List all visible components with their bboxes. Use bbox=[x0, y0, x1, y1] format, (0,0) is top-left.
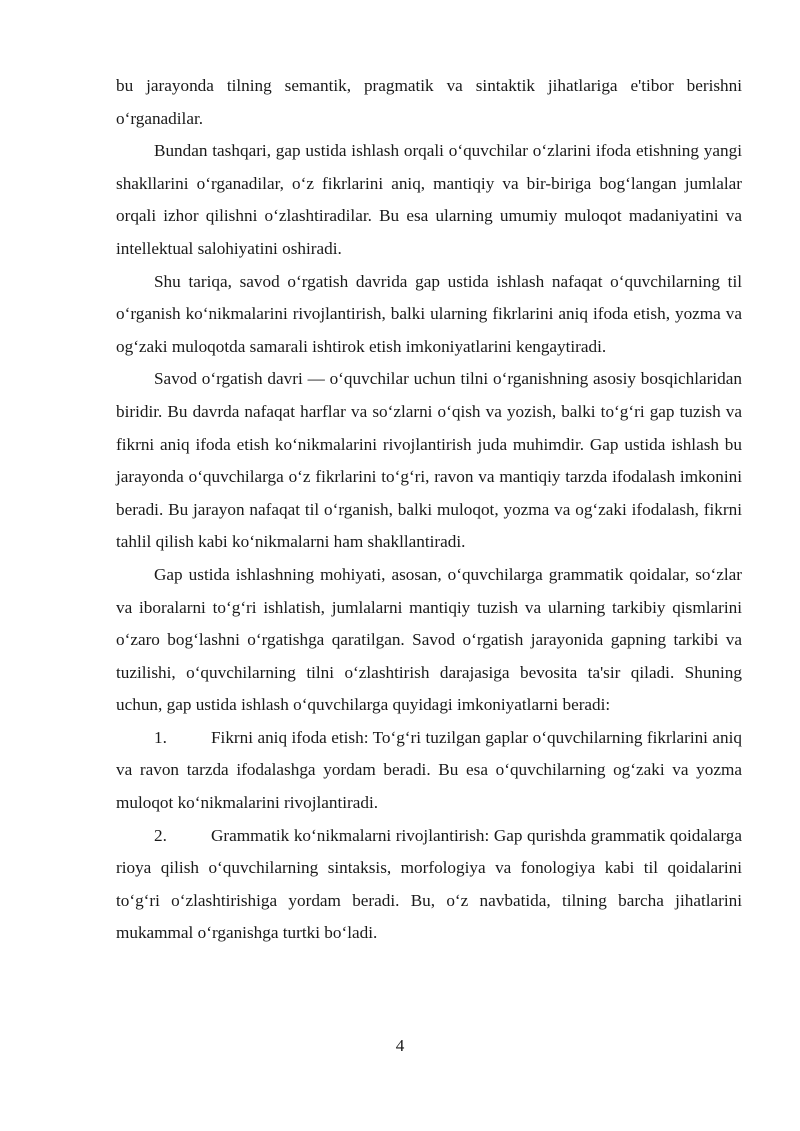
list-item-number: 2. bbox=[154, 825, 167, 845]
list-item bbox=[116, 820, 742, 950]
list-item bbox=[116, 722, 742, 820]
list-item-number: 1. bbox=[154, 727, 167, 747]
paragraph: Gap ustida ishlashning mohiyati, asosan, o‘quvchilarga grammatik qoidalar, so‘zlar va iboralarni to‘g‘ri ishlatish, jumlalarni mantiqiy tuzish va ularning tarkibiy qismlarini o‘zaro bog‘lashni o‘rgatishga qaratilgan. Savod o‘rgatish jarayonida gapning tarkibi va tuzilishi, o‘quvchilarning tilni o‘zlashtirish darajasiga bevosita ta'sir qiladi. Shuning uchun, gap ustida ishlash o‘quvchilarga quyidagi imkoniyatlarni beradi: bbox=[116, 564, 742, 715]
paragraph: Savod o‘rgatish davri — o‘quvchilar uchun tilni o‘rganishning asosiy bosqichlaridan biridir. Bu davrda nafaqat harflar va so‘zlarni o‘qish va yozish, balki to‘g‘ri gap tuzish va fikrni aniq ifoda etish ko‘nikmalarini rivojlantirish juda muhimdir. Gap ustida ishlash bu jarayonda o‘quvchilarga o‘z fikrlarini to‘g‘ri, ravon va mantiqiy tarzda ifodalash imkonini beradi. Bu jarayon nafaqat til o‘rganish, balki muloqot, yozma va og‘zaki ifodalash, fikrni tahlil qilish kabi ko‘nikmalarni ham shakllantiradi. bbox=[116, 369, 742, 552]
page-number: 4 bbox=[395, 1036, 405, 1055]
list-item-text: Fikrni aniq ifoda etish: To‘g‘ri tuzilgan gaplar o‘quvchilarning fikrlarini aniq va ravon tarzda ifodalashga yordam beradi. Bu esa o‘quvchilarning og‘zaki va yozma muloqot ko‘nikmalarini rivojlantiradi. bbox=[116, 727, 742, 813]
list-item-text: Grammatik ko‘nikmalarni rivojlantirish: Gap qurishda grammatik qoidalarga rioya qilish o‘quvchilarning sintaksis, morfologiya va fonologiya kabi til qoidalarini to‘g‘ri o‘zlashtirishiga yordam beradi. Bu, o‘z navbatida, tilning barcha jihatlarini mukammal o‘rganishga turtki bo‘ladi. bbox=[116, 825, 742, 943]
paragraph-continuation: bu jarayonda tilning semantik, pragmatik va sintaktik jihatlariga e'tibor berishni o‘rganadilar. bbox=[116, 76, 742, 128]
paragraph: Shu tariqa, savod o‘rgatish davrida gap ustida ishlash nafaqat o‘quvchilarning til o‘rganish ko‘nikmalarini rivojlantirish, balki ularning fikrlarini aniq ifoda etish, yozma va og‘zaki muloqotda samarali ishtirok etish imkoniyatlarini kengaytiradi. bbox=[116, 271, 742, 356]
paragraph: Bundan tashqari, gap ustida ishlash orqali o‘quvchilar o‘zlarini ifoda etishning yangi shakllarini o‘rganadilar, o‘z fikrlarini aniq, mantiqiy va bir-biriga bog‘langan jumlalar orqali izhor qilishni o‘zlashtiradilar. Bu esa ularning umumiy muloqot madaniyatini va intellektual salohiyatini oshiradi. bbox=[116, 141, 742, 258]
document-body bbox=[116, 70, 742, 950]
